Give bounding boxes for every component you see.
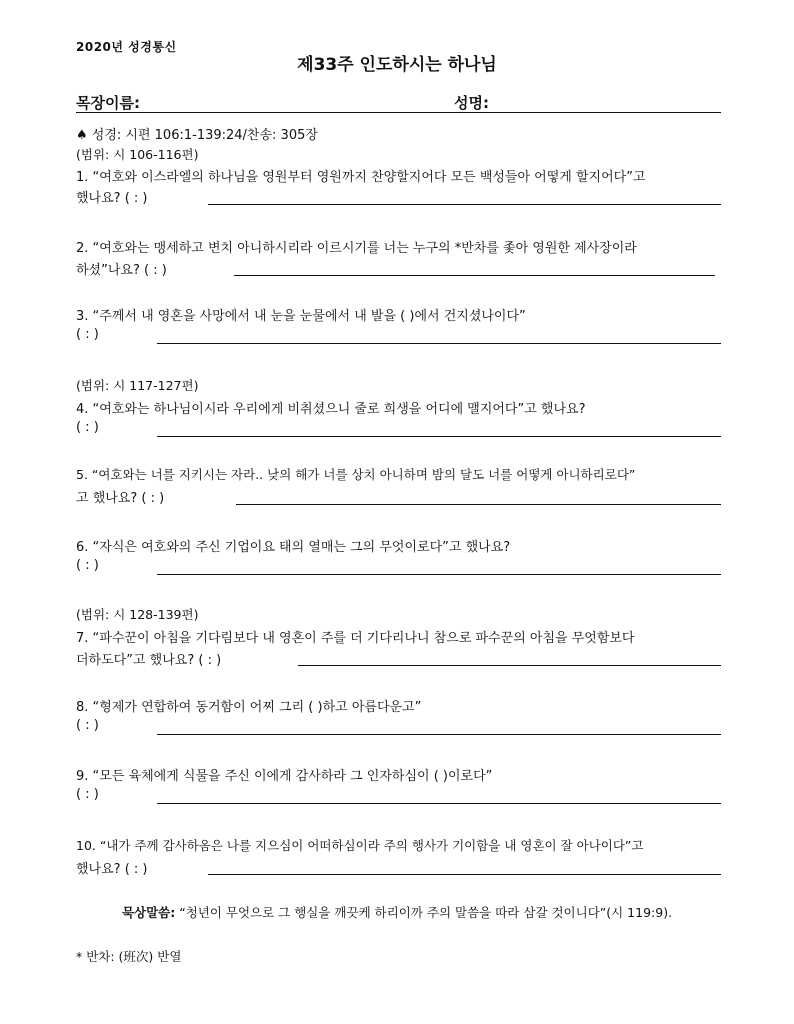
- scripture-line: ♠ 성경: 시편 106:1-139:24/찬송: 305장: [76, 128, 318, 143]
- question-5-answer-line[interactable]: [236, 504, 721, 505]
- question-9-text: 9. “모든 육체에게 식물을 주신 이에게 감사하라 그 인자하심이 ( )이로다”: [76, 769, 493, 784]
- range-label: (범위: 시 106-116편): [76, 147, 199, 162]
- question-5-answer-prompt: 고 했나요? ( : ): [76, 491, 165, 506]
- memory-verse: [0, 903, 794, 921]
- range-label: (범위: 시 128-139편): [76, 607, 199, 622]
- question-1-answer-line[interactable]: [208, 204, 721, 205]
- range-label: (범위: 시 117-127편): [76, 378, 199, 393]
- question-7-answer-line[interactable]: [298, 665, 721, 666]
- question-6-text: 6. “자식은 여호와의 주신 기업이요 태의 열매는 그의 무엇이로다”고 했나요?: [76, 540, 511, 555]
- question-1-text: 1. “여호와 이스라엘의 하나님을 영원부터 영원까지 찬양할지어다 모든 백성들아 어떻게 할지어다”고: [76, 170, 646, 185]
- page-title: 제33주 인도하시는 하나님: [297, 55, 497, 75]
- question-7-text: 7. “파수꾼이 아침을 기다림보다 내 영혼이 주를 더 기다리나니 참으로 파수꾼의 아침을 무엇함보다: [76, 631, 635, 646]
- question-4-answer-prompt: ( : ): [76, 420, 99, 435]
- memory-verse-label: 묵상말씀:: [121, 905, 176, 920]
- question-3-text: 3. “주께서 내 영혼을 사망에서 내 눈을 눈물에서 내 발을 ( )에서 건지셨나이다”: [76, 309, 526, 324]
- question-9-answer-prompt: ( : ): [76, 787, 99, 802]
- question-6-answer-line[interactable]: [157, 574, 721, 575]
- person-name-label: 성명:: [454, 94, 489, 112]
- question-3-answer-line[interactable]: [157, 343, 721, 344]
- question-1-answer-prompt: 했나요? ( : ): [76, 191, 148, 206]
- question-4-text: 4. “여호와는 하나님이시라 우리에게 비취셨으니 줄로 희생을 어디에 맬지어다”고 했나요?: [76, 402, 586, 417]
- header-corner-label: 2020년 성경통신: [76, 40, 177, 54]
- question-5-text: 5. “여호와는 너를 지키시는 자라.. 낮의 해가 너를 상치 아니하며 밤의 달도 너를 어떻게 아니하리로다”: [76, 467, 636, 482]
- group-name-label: 목장이름:: [76, 94, 140, 112]
- name-field-row[interactable]: [76, 92, 721, 113]
- question-8-answer-prompt: ( : ): [76, 718, 99, 733]
- question-7-answer-prompt: 더하도다”고 했나요? ( : ): [76, 653, 222, 668]
- question-9-answer-line[interactable]: [157, 803, 721, 804]
- question-10-text: 10. “내가 주께 감사하옴은 나를 지으심이 어떠하심이라 주의 행사가 기이함을 내 영혼이 잘 아나이다”고: [76, 838, 644, 853]
- question-8-text: 8. “형제가 연합하여 동거함이 어찌 그리 ( )하고 아름다운고”: [76, 700, 422, 715]
- question-2-text: 2. “여호와는 맹세하고 변치 아니하시리라 이르시기를 너는 누구의 *반차를 좇아 영원한 제사장이라: [76, 241, 637, 256]
- footnote: * 반차: (班次) 반열: [76, 949, 182, 964]
- question-2-answer-prompt: 하셨”나요? ( : ): [76, 263, 167, 278]
- question-10-answer-prompt: 했나요? ( : ): [76, 862, 148, 877]
- question-8-answer-line[interactable]: [157, 734, 721, 735]
- memory-verse-text: “청년이 무엇으로 그 행실을 깨끗케 하리이까 주의 말씀을 따라 삼갈 것이니다”(시 119:9).: [179, 905, 673, 920]
- question-6-answer-prompt: ( : ): [76, 558, 99, 573]
- question-3-answer-prompt: ( : ): [76, 327, 99, 342]
- question-10-answer-line[interactable]: [208, 874, 721, 875]
- question-2-answer-line[interactable]: [234, 275, 715, 276]
- question-4-answer-line[interactable]: [157, 436, 721, 437]
